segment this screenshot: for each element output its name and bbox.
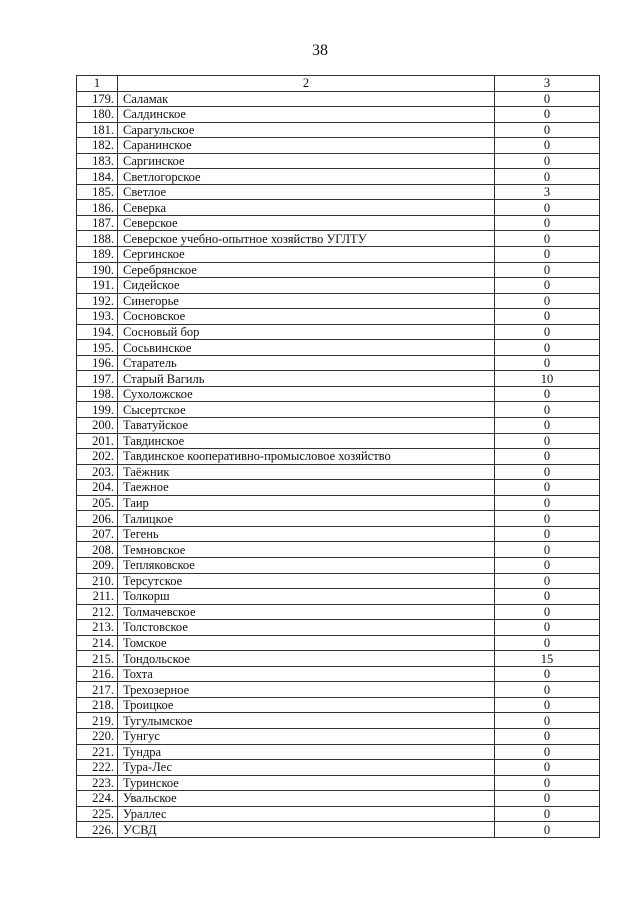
table-row: [77, 557, 600, 573]
table-row: [77, 791, 600, 807]
row-name: Томское: [118, 635, 495, 651]
row-value: 0: [495, 247, 600, 263]
row-value: 0: [495, 557, 600, 573]
row-number: 183.: [77, 153, 118, 169]
table-row: [77, 122, 600, 138]
row-name: Темновское: [118, 542, 495, 558]
row-value: 0: [495, 620, 600, 636]
row-number: 219.: [77, 713, 118, 729]
row-number: 224.: [77, 791, 118, 807]
row-name: Саргинское: [118, 153, 495, 169]
row-value: 0: [495, 309, 600, 325]
table-row: [77, 806, 600, 822]
table-row: [77, 775, 600, 791]
row-number: 220.: [77, 728, 118, 744]
row-name: Северка: [118, 200, 495, 216]
row-name: Синегорье: [118, 293, 495, 309]
row-number: 209.: [77, 557, 118, 573]
table-row: [77, 728, 600, 744]
row-value: 0: [495, 806, 600, 822]
row-name: Сарагульское: [118, 122, 495, 138]
hunting-grounds-table: [76, 75, 600, 838]
row-name: Тура-Лес: [118, 760, 495, 776]
row-value: 0: [495, 449, 600, 465]
row-name: Сосновское: [118, 309, 495, 325]
row-value: 0: [495, 262, 600, 278]
row-name: Саранинское: [118, 138, 495, 154]
row-name: Тондольское: [118, 651, 495, 667]
row-number: 191.: [77, 278, 118, 294]
header-col-1: 1: [77, 76, 118, 92]
row-name: Тугулымское: [118, 713, 495, 729]
row-name: Светлогорское: [118, 169, 495, 185]
table-row: [77, 402, 600, 418]
row-value: 0: [495, 713, 600, 729]
row-name: Старатель: [118, 355, 495, 371]
row-number: 200.: [77, 418, 118, 434]
row-name: Тегень: [118, 526, 495, 542]
header-col-2: 2: [118, 76, 495, 92]
row-name: Терсутское: [118, 573, 495, 589]
row-number: 181.: [77, 122, 118, 138]
row-number: 222.: [77, 760, 118, 776]
row-number: 185.: [77, 184, 118, 200]
table-row: [77, 480, 600, 496]
row-name: Ураллес: [118, 806, 495, 822]
row-name: Толстовское: [118, 620, 495, 636]
table-row: [77, 620, 600, 636]
table-row: [77, 355, 600, 371]
table-row: [77, 262, 600, 278]
row-name: Тавдинское кооперативно-промысловое хозяйство: [118, 449, 495, 465]
table-row: [77, 744, 600, 760]
row-value: 0: [495, 153, 600, 169]
row-name: Тохта: [118, 666, 495, 682]
table-row: [77, 293, 600, 309]
table-row: [77, 200, 600, 216]
row-name: Сергинское: [118, 247, 495, 263]
row-value: 0: [495, 122, 600, 138]
row-number: 205.: [77, 495, 118, 511]
table-row: [77, 542, 600, 558]
table-row: [77, 371, 600, 387]
row-number: 193.: [77, 309, 118, 325]
row-number: 199.: [77, 402, 118, 418]
row-value: 0: [495, 542, 600, 558]
row-value: 0: [495, 386, 600, 402]
row-value: 3: [495, 184, 600, 200]
page-number: 38: [312, 42, 328, 59]
row-value: 0: [495, 697, 600, 713]
row-value: 15: [495, 651, 600, 667]
row-value: 0: [495, 511, 600, 527]
row-value: 0: [495, 91, 600, 107]
table-row: [77, 340, 600, 356]
row-number: 182.: [77, 138, 118, 154]
row-name: Сосьвинское: [118, 340, 495, 356]
row-number: 214.: [77, 635, 118, 651]
row-number: 213.: [77, 620, 118, 636]
row-number: 190.: [77, 262, 118, 278]
row-name: Тундра: [118, 744, 495, 760]
table-row: [77, 604, 600, 620]
table-row: [77, 309, 600, 325]
row-name: Сосновый бор: [118, 324, 495, 340]
row-name: Таёжник: [118, 464, 495, 480]
row-value: 0: [495, 107, 600, 123]
row-value: 0: [495, 200, 600, 216]
row-name: Троицкое: [118, 697, 495, 713]
row-name: Салдинское: [118, 107, 495, 123]
row-value: 0: [495, 402, 600, 418]
table-row: [77, 107, 600, 123]
table-row: [77, 169, 600, 185]
row-number: 202.: [77, 449, 118, 465]
row-number: 188.: [77, 231, 118, 247]
row-value: 0: [495, 791, 600, 807]
table-row: [77, 697, 600, 713]
row-number: 206.: [77, 511, 118, 527]
row-value: 0: [495, 418, 600, 434]
table-header-row: [77, 76, 600, 92]
row-name: Толмачевское: [118, 604, 495, 620]
table-row: [77, 495, 600, 511]
table-row: [77, 526, 600, 542]
table-row: [77, 215, 600, 231]
row-name: Тепляковское: [118, 557, 495, 573]
row-number: 198.: [77, 386, 118, 402]
row-number: 217.: [77, 682, 118, 698]
row-number: 212.: [77, 604, 118, 620]
table-row: [77, 247, 600, 263]
table-row: [77, 278, 600, 294]
row-number: 221.: [77, 744, 118, 760]
header-col-3: 3: [495, 76, 600, 92]
table-row: [77, 324, 600, 340]
table-row: [77, 184, 600, 200]
row-name: Таир: [118, 495, 495, 511]
row-number: 180.: [77, 107, 118, 123]
row-number: 223.: [77, 775, 118, 791]
row-name: Старый Вагиль: [118, 371, 495, 387]
row-name: Северское: [118, 215, 495, 231]
row-value: 0: [495, 744, 600, 760]
row-number: 226.: [77, 822, 118, 838]
row-number: 203.: [77, 464, 118, 480]
row-number: 204.: [77, 480, 118, 496]
row-value: 0: [495, 433, 600, 449]
row-number: 201.: [77, 433, 118, 449]
row-value: 0: [495, 822, 600, 838]
row-name: Саламак: [118, 91, 495, 107]
table-row: [77, 433, 600, 449]
row-name: Серебрянское: [118, 262, 495, 278]
row-name: Туринское: [118, 775, 495, 791]
row-value: 0: [495, 138, 600, 154]
table-row: [77, 651, 600, 667]
row-name: Светлое: [118, 184, 495, 200]
table-row: [77, 138, 600, 154]
row-value: 0: [495, 573, 600, 589]
row-number: 211.: [77, 589, 118, 605]
row-name: Сысертское: [118, 402, 495, 418]
row-value: 0: [495, 215, 600, 231]
table-row: [77, 91, 600, 107]
row-name: Сухоложское: [118, 386, 495, 402]
row-value: 0: [495, 589, 600, 605]
row-name: Толкорш: [118, 589, 495, 605]
row-value: 0: [495, 480, 600, 496]
table-row: [77, 153, 600, 169]
row-name: Увальское: [118, 791, 495, 807]
row-value: 0: [495, 464, 600, 480]
table-row: [77, 682, 600, 698]
row-name: Северское учебно-опытное хозяйство УГЛТУ: [118, 231, 495, 247]
row-value: 0: [495, 231, 600, 247]
row-number: 184.: [77, 169, 118, 185]
row-name: Тавдинское: [118, 433, 495, 449]
row-number: 197.: [77, 371, 118, 387]
row-value: 0: [495, 728, 600, 744]
table-row: [77, 573, 600, 589]
row-number: 210.: [77, 573, 118, 589]
row-number: 189.: [77, 247, 118, 263]
row-number: 216.: [77, 666, 118, 682]
table-row: [77, 635, 600, 651]
table-row: [77, 666, 600, 682]
row-number: 225.: [77, 806, 118, 822]
table-body: [77, 76, 600, 838]
row-value: 0: [495, 324, 600, 340]
table-row: [77, 589, 600, 605]
table-row: [77, 386, 600, 402]
row-value: 10: [495, 371, 600, 387]
row-value: 0: [495, 760, 600, 776]
row-name: Талицкое: [118, 511, 495, 527]
row-number: 196.: [77, 355, 118, 371]
row-value: 0: [495, 682, 600, 698]
row-value: 0: [495, 169, 600, 185]
row-name: Таватуйское: [118, 418, 495, 434]
table-row: [77, 418, 600, 434]
row-name: Таежное: [118, 480, 495, 496]
row-value: 0: [495, 775, 600, 791]
row-value: 0: [495, 526, 600, 542]
row-value: 0: [495, 666, 600, 682]
row-number: 195.: [77, 340, 118, 356]
row-value: 0: [495, 495, 600, 511]
table-row: [77, 760, 600, 776]
row-number: 187.: [77, 215, 118, 231]
row-number: 192.: [77, 293, 118, 309]
table-row: [77, 464, 600, 480]
row-value: 0: [495, 278, 600, 294]
row-number: 207.: [77, 526, 118, 542]
row-number: 218.: [77, 697, 118, 713]
row-number: 186.: [77, 200, 118, 216]
row-name: УСВД: [118, 822, 495, 838]
row-number: 179.: [77, 91, 118, 107]
table-row: [77, 449, 600, 465]
row-name: Тунгус: [118, 728, 495, 744]
row-number: 208.: [77, 542, 118, 558]
table-row: [77, 822, 600, 838]
table-row: [77, 231, 600, 247]
table-row: [77, 511, 600, 527]
row-name: Трехозерное: [118, 682, 495, 698]
table-row: [77, 713, 600, 729]
row-value: 0: [495, 293, 600, 309]
row-number: 215.: [77, 651, 118, 667]
row-value: 0: [495, 355, 600, 371]
row-value: 0: [495, 635, 600, 651]
row-number: 194.: [77, 324, 118, 340]
row-value: 0: [495, 604, 600, 620]
row-value: 0: [495, 340, 600, 356]
row-name: Сидейское: [118, 278, 495, 294]
